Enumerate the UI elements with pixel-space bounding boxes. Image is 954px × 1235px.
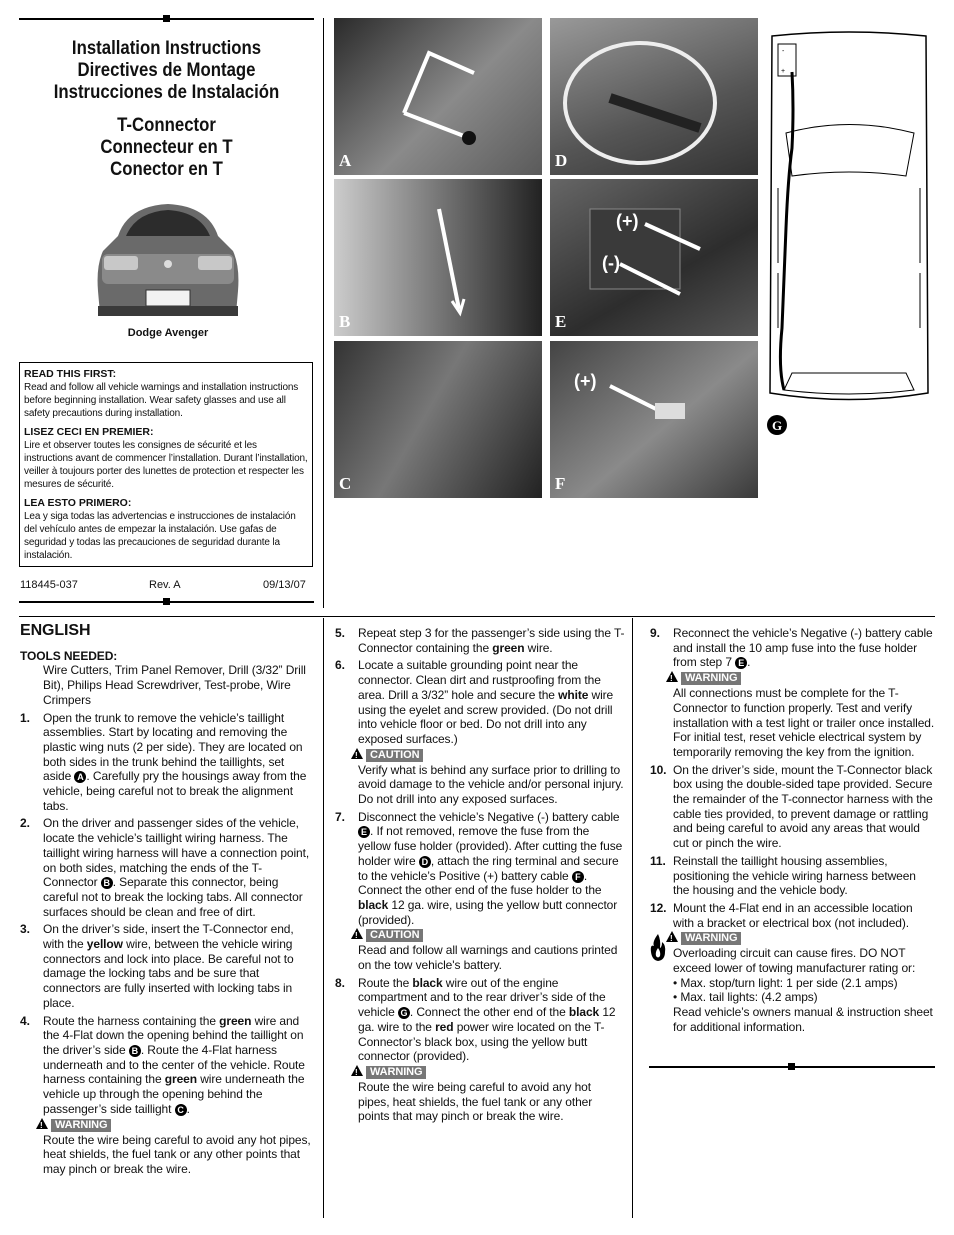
step-number: 11. <box>650 853 666 868</box>
step-12 <box>650 901 935 1035</box>
photo-label-a: A <box>339 151 352 170</box>
warning-icon <box>666 671 678 682</box>
step-number: 1. <box>20 710 30 725</box>
step-number: 2. <box>20 816 30 831</box>
read-first-box <box>19 362 313 567</box>
photo-label-f: F <box>555 474 566 493</box>
step-11-text: Reinstall the taillight housing assemblies, positioning the vehicle wiring harness between the housing and the vehicle body. <box>673 853 916 898</box>
warning-icon <box>36 1118 48 1129</box>
step-number: 7. <box>335 809 345 824</box>
photo-a <box>334 18 542 175</box>
photo-f <box>550 341 758 498</box>
step-12-warning-1: Overloading circuit can cause fires. DO NOT exceed lower of towing manufacturer rating or: <box>673 946 916 976</box>
warning-badge: WARNING <box>681 932 741 945</box>
column-1 <box>20 624 312 1180</box>
column-divider-3 <box>632 618 633 1218</box>
column-divider <box>323 18 324 608</box>
step-8-warning: Route the wire being careful to avoid any hot pipes, heat shields, the fuel tank or any other points that may pinch or break the wire. <box>358 1079 593 1124</box>
vehicle-caption: Dodge Avenger <box>127 327 209 339</box>
warning-badge: WARNING <box>51 1119 111 1132</box>
step-number: 12. <box>650 900 667 915</box>
product-es: Conector en T <box>110 158 223 180</box>
read-first-heading-es: LEA ESTO PRIMERO: <box>24 497 132 509</box>
section-heading: ENGLISH <box>20 622 91 639</box>
registration-mark <box>788 1063 795 1070</box>
step-9: 9. Reconnect the vehicle’s Negative (-) battery cable and install the 10 amp fuse into the fuse holder from step 7 E . !WARNING All connections must be complete for the T-Connector to function properly. Test and verify installation with a test light or trailer once installed. For initial test, reset vehicle electrical system by temporarily removing the key from the ignition. <box>650 626 935 760</box>
read-first-text-en: Read and follow all vehicle warnings and installation instructions before beginning installation. Wear safety glasses and use all safety precautions during installation. <box>24 382 299 419</box>
revision: Rev. A <box>149 579 181 591</box>
step-10 <box>650 763 935 851</box>
step-9-warning: All connections must be complete for the T-Connector to function properly. Test and verify installation with a test light or trailer once installed. For initial test, reset vehicle electrical system by temporarily removing the key from the ignition. <box>673 686 935 759</box>
caution-badge: CAUTION <box>366 929 423 942</box>
step-6: 6. Locate a suitable grounding point near the connector. Clean dirt and rustproofing from the area. Drill a 3/32” hole and secure the white wire using the eyelet and screw provided. (Do not drill into vehicle floor or bed. Do not drill into any exposed surfaces.) !CAUTION Verify what is behind any surface prior to drilling to avoid damage to the vehicle and/or personal injury. Do not drill into any exposed surfaces. <box>335 658 625 806</box>
caution-badge: CAUTION <box>366 749 423 762</box>
section-rule <box>19 616 935 617</box>
step-2: 2. On the driver and passenger sides of the vehicle, locate the vehicle’s taillight wiring harness. The taillight wiring harness will have a connection point, on both sides, matching the ends of the T-Connector B . Separate this connector, being careful not to break the locking tabs. All connector surfaces should be clean and free of dirt. <box>20 816 310 919</box>
step-3: 3. On the driver’s side, insert the T-Connector end, with the yellow wire, between the vehicle wiring connectors and lock into place. Be careful not to damage the locking tabs and be sure that connectors are fully inserted with locking tabs in place. <box>20 922 294 1010</box>
photo-label-b: B <box>339 312 351 331</box>
step-4-warning: Route the wire being careful to avoid any hot pipes, heat shields, the fuel tank or any other points that may pinch or break the wire. <box>43 1132 311 1176</box>
step-11 <box>650 854 935 898</box>
warning-icon <box>666 931 678 942</box>
read-first-heading-fr: LISEZ CECI EN PREMIER: <box>24 426 154 438</box>
title-fr: Directives de Montage <box>77 59 256 81</box>
step-5: 5. Repeat step 3 for the passenger’s side using the T-Connector containing the green wire. <box>335 626 625 655</box>
photo-label-c: C <box>339 474 352 493</box>
title-es: Instrucciones de Instalación <box>53 81 280 103</box>
photo-label-minus: (-) <box>602 253 620 273</box>
column-2 <box>335 626 625 1127</box>
step-number: 3. <box>20 922 30 937</box>
photo-e <box>550 179 758 336</box>
read-first-text-es: Lea y siga todas las advertencias e instrucciones de instalación del vehículo antes de empezar la instalación. Use gafas de seguridad y todas las precauciones de seguridad durante la instalación. <box>24 511 296 561</box>
warning-badge: WARNING <box>366 1066 426 1079</box>
photo-d <box>550 18 758 175</box>
step-7: 7. Disconnect the vehicle’s Negative (-) battery cable E . If not removed, remove the fuse from the yellow fuse holder (provided). After cutting the fuse holder wire D , attach the ring terminal and secure to the vehicle’s Positive (+) battery cable F . Connect the other end of the fuse holder to the black 12 ga. wire, using the yellow butt connector (provided). !CAUTION Read and follow all warnings and cautions printed on the tow vehicle's battery. <box>335 810 625 973</box>
step-12-warning-2: • Max. stop/turn light: 1 per side (2.1 amps) <box>673 975 898 990</box>
step-4: 4. Route the harness containing the green wire and the 4-Flat down the opening behind the taillight on the driver’s side B . Route the 4-Flat harness underneath and to the center of the vehicle. Route harness containing the green wire underneath the vehicle up through the opening behind the passenger’s side taillight C . !WARNING Route the wire being careful to avoid any hot pipes, heat shields, the fuel tank or any other points that may pinch or break the wire. <box>20 1014 312 1177</box>
step-1: 1. Open the trunk to remove the vehicle’s taillight assemblies. Start by locating and removing the plastic wing nuts (2 per side). They are located on both sides in the trunk behind the taillights, set aside A . Carefully pry the housings away from the vehicle, being careful not to break the alignment tabs. <box>20 710 307 813</box>
step-12-warning-4: Read vehicle’s owners manual & instruction sheet for additional information. <box>673 1005 933 1034</box>
photo-label-g: G <box>772 418 783 433</box>
registration-mark <box>163 15 170 22</box>
step-number: 4. <box>20 1013 30 1028</box>
fire-icon <box>648 932 668 962</box>
step-number: 6. <box>335 658 345 673</box>
svg-text:-: - <box>782 48 785 55</box>
read-first-heading-en: READ THIS FIRST: <box>24 368 117 380</box>
date: 09/13/07 <box>263 579 306 591</box>
title-en: Installation Instructions <box>71 37 262 59</box>
wiring-diagram-g <box>764 28 934 448</box>
photo-label-plus: (+) <box>616 211 639 231</box>
photo-c <box>334 341 542 498</box>
step-6-caution: Verify what is behind any surface prior to drilling to avoid damage to the vehicle and/or personal injury. Do not drill into any exposed surfaces. <box>358 762 624 807</box>
tools-list: Wire Cutters, Trim Panel Remover, Drill (3/32” Drill Bit), Philips Head Screwdriver, Test-probe, Wire Crimpers <box>43 663 306 707</box>
step-10-text: On the driver’s side, mount the T-Connector black box using the double-sided tape provided. Secure the remainder of the T-connector harness with the cable ties provided, to prevent damage or rattling and being careful to avoid any areas that would cut or pinch the wire. <box>673 762 933 851</box>
caution-icon <box>351 928 363 939</box>
step-number: 9. <box>650 626 660 640</box>
product-en: T-Connector <box>117 114 216 136</box>
photo-b <box>334 179 542 336</box>
tools-heading: TOOLS NEEDED: <box>20 648 118 663</box>
caution-icon <box>351 748 363 759</box>
step-number: 10. <box>650 762 667 777</box>
step-12-warning-3: • Max. tail lights: (4.2 amps) <box>673 990 818 1005</box>
vehicle-photo <box>88 196 248 322</box>
warning-badge: WARNING <box>681 672 741 685</box>
part-number: 118445-037 <box>20 579 78 591</box>
step-number: 8. <box>335 975 345 990</box>
svg-text:+: + <box>781 68 786 75</box>
step-8: 8. Route the black wire out of the engine compartment and to the rear driver’s side of the vehicle G . Connect the other end of the black 12 ga. wire to the red power wire located on the T-Connector’s black box, using the yellow butt connector (provided). !WARNING Route the wire being careful to avoid any hot pipes, heat shields, the fuel tank or any other points that may pinch or break the wire. <box>335 976 625 1124</box>
photo-label-plus-f: (+) <box>574 371 597 391</box>
registration-mark <box>163 598 170 605</box>
read-first-text-fr: Lire et observer toutes les consignes de sécurité et les instructions avant de commencer l’installation. Durant l’installation, veiller à toujours porter des lunettes de protection et respecter les mesures de sécurité. <box>24 440 308 490</box>
column-divider-2 <box>323 618 324 1218</box>
step-7-caution: Read and follow all warnings and cautions printed on the tow vehicle's battery. <box>358 943 618 973</box>
column-3 <box>650 626 935 1038</box>
photo-label-e: E <box>555 312 567 331</box>
step-12-text: Mount the 4-Flat end in an accessible location with a bracket or electrical box (not included). <box>673 900 913 930</box>
product-fr: Connecteur en T <box>100 136 233 158</box>
step-number: 5. <box>335 626 345 640</box>
warning-icon <box>351 1065 363 1076</box>
photo-label-d: D <box>555 151 568 170</box>
